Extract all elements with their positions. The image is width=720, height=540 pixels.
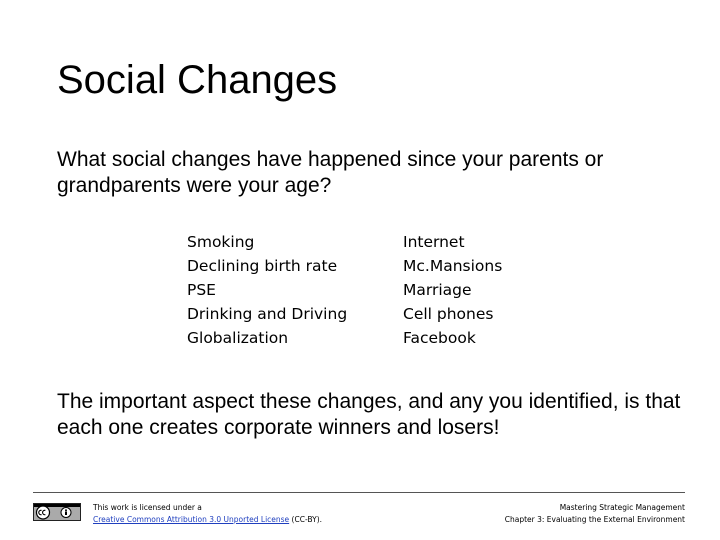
license-link-line: [93, 514, 322, 526]
list-item: Facebook: [403, 329, 476, 347]
list-item: Smoking: [187, 233, 255, 251]
intro-question: What social changes have happened since your parents or grandparents were your age?: [57, 148, 604, 197]
license-notice: [93, 502, 322, 526]
list-item: Declining birth rate: [187, 257, 338, 275]
cc-by-icon: [33, 503, 81, 521]
list-item: Cell phones: [403, 305, 494, 323]
book-title: Mastering Strategic Management: [559, 503, 685, 512]
slide-title: Social Changes: [57, 58, 338, 102]
conclusion-text: The important aspect these changes, and any you identified, is that each one creates corporate winners and losers!: [57, 390, 681, 439]
list-item: Globalization: [187, 329, 289, 347]
list-item: Internet: [403, 233, 465, 251]
book-info: [505, 502, 685, 526]
license-suffix: (CC-BY).: [289, 515, 323, 524]
social-changes-list-right: [403, 230, 502, 350]
list-item: Drinking and Driving: [187, 305, 348, 323]
social-changes-list-left: [187, 230, 347, 350]
footer-divider: [33, 492, 685, 493]
list-item: Marriage: [403, 281, 472, 299]
list-item: PSE: [187, 281, 216, 299]
license-link[interactable]: Creative Commons Attribution 3.0 Unported License: [93, 515, 290, 524]
license-line: This work is licensed under a: [93, 503, 202, 512]
chapter-title: Chapter 3: Evaluating the External Environment: [504, 515, 685, 524]
list-item: Mc.Mansions: [403, 257, 503, 275]
